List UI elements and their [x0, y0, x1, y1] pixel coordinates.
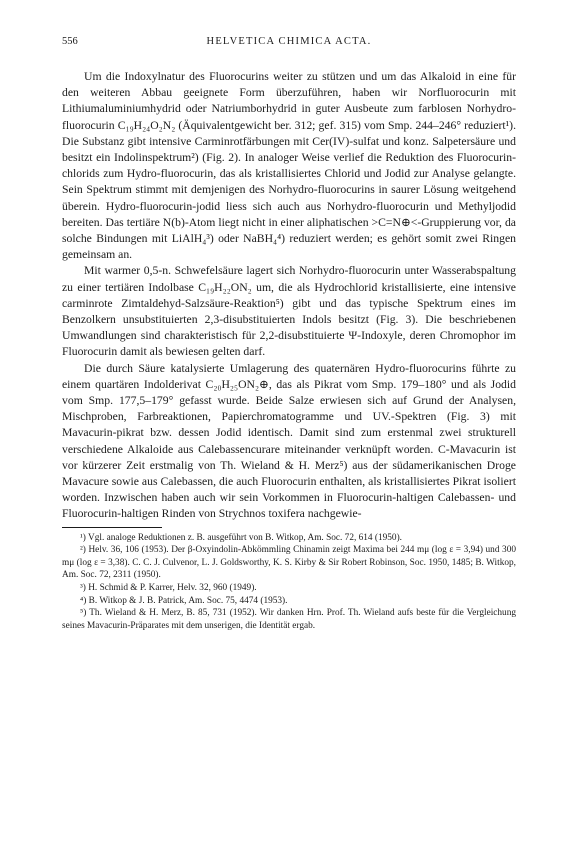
running-header	[62, 36, 516, 52]
paragraph-3: Die durch Säure katalysierte Umlagerung des quaternären Hydro-fluorocurins führte zu einem quartären Indolderivat C₂₀H₂₅ON₂⊕, das als Pikrat vom Smp. 179–180° und als Jodid vom Smp. 177,5–179° gefasst wurde. Beide Salze erwiesen sich auf Grund der Analysen, Mischproben, Farbreaktionen, Papierchromatogramme und UV.-Spektren (Fig. 3) mit Mavacurin-pikrat bzw. dessen Jodid identisch. Damit sind zum erstenmal zwei strukturell verschiedene Alkaloide aus Calebassencurare miteinander verknüpft worden. C-Mavacurin ist vor kürzerer Zeit erstmalig von Th. Wieland & H. Merz⁵) aus der südamerikanischen Droge Mavacure sowie aus Calebassen, die auch Fluorocurin enthalten, als kristallisiertes Pikrat isoliert worden. Inzwischen haben auch wir sein Vorkommen in Fluorocurin-haltigen Calebassen- und Fluorocurin-haltigen Rinden von Strychnos toxifera nachgewie-	[62, 361, 516, 521]
body-text	[62, 69, 516, 523]
footnote-divider	[62, 527, 162, 528]
paper-page	[62, 36, 516, 632]
page-number: 556	[62, 36, 78, 47]
paragraph-2: Mit warmer 0,5-n. Schwefelsäure lagert sich Norhydro-fluorocurin unter Wasserabspaltung zu einer tertiären Indolbase C₁₉H₂₂ON₂ um, die als Hydrochlorid kristallisierte, eine intensive carminrote Zimtaldehyd-Salzsäure-Reaktion⁵) gibt und das typische Spektrum eines im Benzolkern unsubstituierten 2,3-disubstituierten Indols besitzt (Fig. 3). Die beschriebenen Umwandlungen sind charakteristisch für 2,2-disubstituierte Ψ-Indoxyle, deren Chromophor im Fluorocurin damit als bewiesen gelten darf.	[62, 264, 516, 359]
footnote-5: ⁵) Th. Wieland & H. Merz, B. 85, 731 (1952). Wir danken Hrn. Prof. Th. Wieland aufs beste für die Vergleichung seines Mavacurin-Präparates mit dem unserigen, die Identität ergab.	[62, 608, 516, 631]
footnote-1: ¹) Vgl. analoge Reduktionen z. B. ausgeführt von B. Witkop, Am. Soc. 72, 614 (1950).	[80, 532, 402, 543]
footnote-2: ²) Helv. 36, 106 (1953). Der β-Oxyindolin-Abkömmling Chinamin zeigt Maxima bei 244 mμ (log ε = 3,94) und 300 mμ (log ε = 3,38). C. C. J. Culvenor, L. J. Goldsworthy, K. S. Kirby & Sir Robert Robinson, Soc. 1950, 1485; B. Witkop, Am. Soc. 72, 2311 (1950).	[62, 545, 516, 581]
paragraph-1: Um die Indoxylnatur des Fluorocurins weiter zu stützen und um das Alkaloid in eine für den weiteren Abbau geeignete Form überzuführen, haben wir Norfluorocurin mit Lithiumaluminiumhydrid oder Natriumborhydrid in guter Ausbeute zum farblosen Norhydro-fluorocurin C₁₉H₂₄O₂N₂ (Äquivalentgewicht ber. 312; gef. 315) vom Smp. 244–246° reduziert¹). Die Substanz gibt intensive Carminrotfärbungen mit Cer(IV)-sulfat und konz. Salpetersäure und besitzt ein Indolinspektrum²) (Fig. 2). In analoger Weise verlief die Reduktion des Fluorocurin-chlorids zum Hydro-fluorocurin, das als kristallisiertes Chlorid und Jodid zur Analyse gelangte. Sein Spektrum stimmt mit demjenigen des Norhydro-fluorocurins in saurer Lösung weitgehend überein. Hydro-fluorocurin-jodid liess sich auch aus Norhydro-fluorocurin und Methyljodid bereiten. Das tertiäre N(b)-Atom liegt nicht in einer aliphatischen >C=N⊕<-Gruppierung vor, da solche Bindungen mit LiAlH₄³) oder NaBH₄⁴) reduziert werden; es gehört somit zwei Ringen gemeinsam an.	[62, 70, 516, 262]
footnotes	[62, 532, 516, 633]
journal-title: HELVETICA CHIMICA ACTA.	[206, 36, 372, 47]
footnote-3: ³) H. Schmid & P. Karrer, Helv. 32, 960 (1949).	[80, 583, 257, 594]
footnote-4: ⁴) B. Witkop & J. B. Patrick, Am. Soc. 75, 4474 (1953).	[80, 595, 288, 606]
